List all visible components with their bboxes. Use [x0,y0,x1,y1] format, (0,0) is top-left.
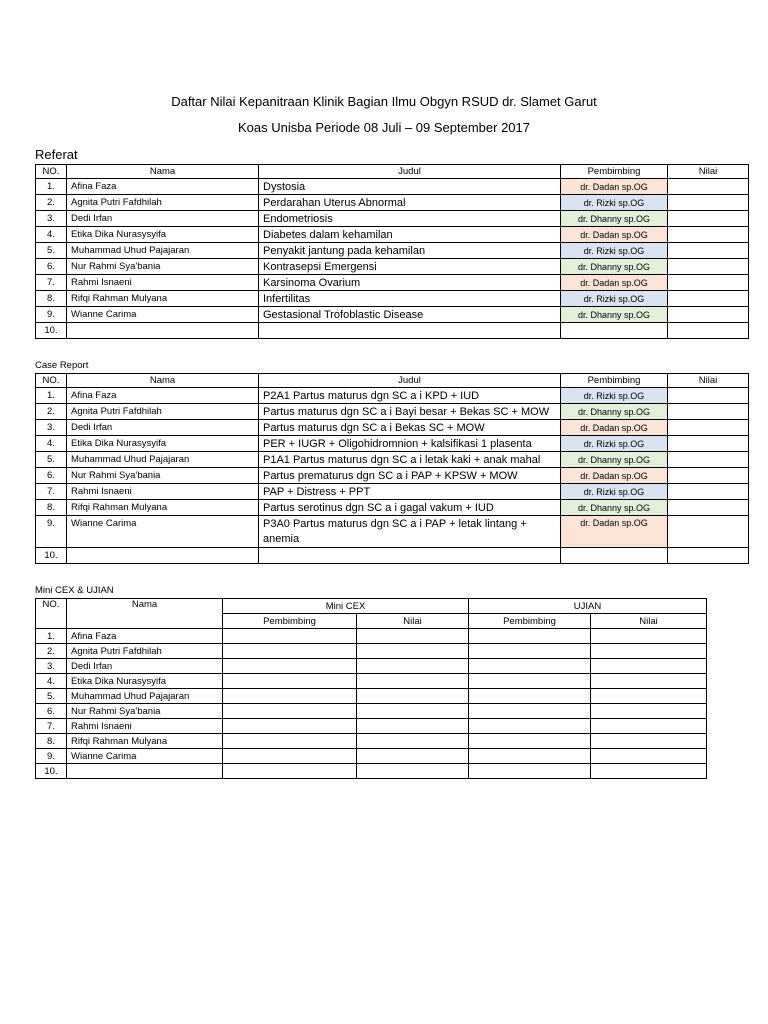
row-number: 3. [36,659,67,674]
row-number: 5. [36,452,67,468]
case-report-row [36,548,749,564]
row-number: 5. [36,243,67,259]
pembimbing-cell: dr. Rizki sp.OG [561,243,668,259]
nilai-cell [668,195,749,211]
mini-cex-pembimbing-cell [223,749,357,764]
mini-cex-pembimbing-cell [223,764,357,779]
col-header-nilai: Nilai [668,374,749,388]
document-subtitle: Koas Unisba Periode 08 Juli – 09 September 2017 [238,120,530,135]
referat-row [36,195,749,211]
row-number: 7. [36,719,67,734]
ujian-pembimbing-cell [469,659,591,674]
judul-cell: Diabetes dalam kehamilan [259,227,561,243]
nilai-cell [668,436,749,452]
mini-cex-row [36,659,707,674]
judul-cell: P3A0 Partus maturus dgn SC a i PAP + letak lintang + anemia [259,516,561,548]
col-header-nama: Nama [67,599,223,629]
judul-cell: Endometriosis [259,211,561,227]
nilai-cell [668,179,749,195]
row-number: 2. [36,195,67,211]
judul-cell: P2A1 Partus maturus dgn SC a i KPD + IUD [259,388,561,404]
mini-cex-nilai-cell [357,704,469,719]
case-report-row [36,452,749,468]
case-report-header-row [36,374,749,388]
student-name: Nur Rahmi Sya'bania [67,259,259,275]
student-name: Wianne Carima [67,749,223,764]
row-number: 6. [36,704,67,719]
judul-cell: Gestasional Trofoblastic Disease [259,307,561,323]
pembimbing-cell: dr. Dhanny sp.OG [561,452,668,468]
student-name: Wianne Carima [67,516,259,548]
mini-cex-pembimbing-cell [223,629,357,644]
student-name [67,548,259,564]
col-header-nilai: Nilai [668,165,749,179]
student-name: Rahmi Isnaeni [67,484,259,500]
nilai-cell [668,404,749,420]
student-name: Afina Faza [67,179,259,195]
student-name: Afina Faza [67,629,223,644]
mini-cex-pembimbing-cell [223,719,357,734]
mini-cex-row [36,764,707,779]
student-name: Wianne Carima [67,307,259,323]
mini-cex-nilai-cell [357,749,469,764]
student-name: Agnita Putri Fafdhilah [67,644,223,659]
pembimbing-cell: dr. Dadan sp.OG [561,275,668,291]
case-report-table [35,373,749,564]
pembimbing-cell: dr. Rizki sp.OG [561,484,668,500]
row-number: 10. [36,548,67,564]
case-report-row [36,468,749,484]
nilai-cell [668,243,749,259]
mini-cex-pembimbing-cell [223,659,357,674]
student-name [67,323,259,339]
col-header-judul: Judul [259,165,561,179]
student-name: Dedi Irfan [67,659,223,674]
mini-cex-pembimbing-cell [223,734,357,749]
nilai-cell [668,291,749,307]
mini-cex-nilai-cell [357,644,469,659]
pembimbing-cell: dr. Dadan sp.OG [561,227,668,243]
col-header-no: NO. [36,374,67,388]
nilai-cell [668,500,749,516]
judul-cell: Karsinoma Ovarium [259,275,561,291]
mini-cex-pembimbing-cell [223,689,357,704]
col-header-no: NO. [36,599,67,629]
judul-cell: PER + IUGR + Oligohidromnion + kalsifikasi 1 plasenta [259,436,561,452]
col-header-judul: Judul [259,374,561,388]
row-number: 5. [36,689,67,704]
judul-cell: Dystosia [259,179,561,195]
nilai-cell [668,548,749,564]
ujian-pembimbing-cell [469,629,591,644]
nilai-cell [668,307,749,323]
nilai-cell [668,227,749,243]
student-name: Etika Dika Nurasysyifa [67,436,259,452]
judul-cell: Partus prematurus dgn SC a i PAP + KPSW + MOW [259,468,561,484]
pembimbing-cell: dr. Dadan sp.OG [561,179,668,195]
judul-cell: Perdarahan Uterus Abnormal [259,195,561,211]
row-number: 10. [36,323,67,339]
sub-header-ujian-pembimbing: Pembimbing [469,614,591,629]
nilai-cell [668,420,749,436]
student-name: Agnita Putri Fafdhilah [67,195,259,211]
sub-header-ujian-nilai: Nilai [591,614,707,629]
nilai-cell [668,452,749,468]
mini-cex-row [36,704,707,719]
student-name [67,764,223,779]
document-title: Daftar Nilai Kepanitraan Klinik Bagian Ilmu Obgyn RSUD dr. Slamet Garut [171,94,597,109]
referat-table [35,164,749,339]
ujian-pembimbing-cell [469,749,591,764]
ujian-pembimbing-cell [469,689,591,704]
ujian-nilai-cell [591,734,707,749]
pembimbing-cell: dr. Dhanny sp.OG [561,404,668,420]
pembimbing-cell: dr. Dadan sp.OG [561,468,668,484]
row-number: 4. [36,436,67,452]
row-number: 8. [36,734,67,749]
referat-row [36,291,749,307]
row-number: 6. [36,468,67,484]
student-name: Muhammad Uhud Pajajaran [67,452,259,468]
ujian-nilai-cell [591,719,707,734]
pembimbing-cell: dr. Dhanny sp.OG [561,211,668,227]
referat-row [36,323,749,339]
case-report-row [36,436,749,452]
judul-cell: Penyakit jantung pada kehamilan [259,243,561,259]
student-name: Rifqi Rahman Mulyana [67,500,259,516]
case-report-row [36,388,749,404]
row-number: 8. [36,291,67,307]
sub-header-mini-cex-nilai: Nilai [357,614,469,629]
judul-cell: Kontrasepsi Emergensi [259,259,561,275]
pembimbing-cell: dr. Dadan sp.OG [561,420,668,436]
student-name: Nur Rahmi Sya'bania [67,468,259,484]
mini-cex-row [36,674,707,689]
referat-row [36,243,749,259]
ujian-pembimbing-cell [469,764,591,779]
judul-cell: Partus maturus dgn SC a i Bayi besar + Bekas SC + MOW [259,404,561,420]
pembimbing-cell: dr. Dhanny sp.OG [561,500,668,516]
mini-cex-table [35,598,707,779]
mini-cex-nilai-cell [357,674,469,689]
student-name: Dedi Irfan [67,211,259,227]
referat-row [36,275,749,291]
mini-cex-nilai-cell [357,764,469,779]
ujian-nilai-cell [591,689,707,704]
pembimbing-cell: dr. Rizki sp.OG [561,436,668,452]
ujian-pembimbing-cell [469,644,591,659]
row-number: 9. [36,307,67,323]
case-report-row [36,500,749,516]
ujian-nilai-cell [591,674,707,689]
col-header-no: NO. [36,165,67,179]
row-number: 6. [36,259,67,275]
row-number: 2. [36,644,67,659]
mini-cex-nilai-cell [357,719,469,734]
mini-cex-heading: Mini CEX & UJIAN [35,585,114,596]
row-number: 1. [36,388,67,404]
mini-cex-row [36,644,707,659]
referat-row [36,307,749,323]
ujian-nilai-cell [591,629,707,644]
student-name: Nur Rahmi Sya'bania [67,704,223,719]
mini-cex-nilai-cell [357,659,469,674]
ujian-nilai-cell [591,764,707,779]
nilai-cell [668,516,749,548]
col-header-nama: Nama [67,374,259,388]
row-number: 9. [36,749,67,764]
group-header-mini-cex: Mini CEX [223,599,469,614]
nilai-cell [668,259,749,275]
student-name: Muhammad Uhud Pajajaran [67,243,259,259]
col-header-pembimbing: Pembimbing [561,374,668,388]
col-header-nama: Nama [67,165,259,179]
col-header-pembimbing: Pembimbing [561,165,668,179]
mini-cex-pembimbing-cell [223,674,357,689]
ujian-pembimbing-cell [469,674,591,689]
case-report-row [36,484,749,500]
nilai-cell [668,323,749,339]
row-number: 1. [36,629,67,644]
row-number: 2. [36,404,67,420]
student-name: Rifqi Rahman Mulyana [67,734,223,749]
referat-row [36,179,749,195]
row-number: 8. [36,500,67,516]
mini-cex-row [36,689,707,704]
mini-cex-nilai-cell [357,734,469,749]
row-number: 7. [36,275,67,291]
mini-cex-pembimbing-cell [223,644,357,659]
referat-row [36,211,749,227]
row-number: 4. [36,227,67,243]
student-name: Dedi Irfan [67,420,259,436]
nilai-cell [668,468,749,484]
sub-header-mini-cex-pembimbing: Pembimbing [223,614,357,629]
ujian-nilai-cell [591,644,707,659]
mini-cex-pembimbing-cell [223,704,357,719]
mini-cex-header-row-1 [36,599,707,614]
ujian-pembimbing-cell [469,704,591,719]
mini-cex-row [36,719,707,734]
pembimbing-cell: dr. Dhanny sp.OG [561,259,668,275]
mini-cex-row [36,749,707,764]
student-name: Agnita Putri Fafdhilah [67,404,259,420]
pembimbing-cell [561,323,668,339]
student-name: Rifqi Rahman Mulyana [67,291,259,307]
student-name: Etika Dika Nurasysyifa [67,674,223,689]
ujian-pembimbing-cell [469,719,591,734]
student-name: Afina Faza [67,388,259,404]
row-number: 3. [36,211,67,227]
row-number: 3. [36,420,67,436]
ujian-nilai-cell [591,659,707,674]
judul-cell: Partus serotinus dgn SC a i gagal vakum + IUD [259,500,561,516]
ujian-nilai-cell [591,704,707,719]
nilai-cell [668,211,749,227]
referat-row [36,227,749,243]
judul-cell [259,548,561,564]
referat-row [36,259,749,275]
mini-cex-row [36,629,707,644]
row-number: 1. [36,179,67,195]
judul-cell [259,323,561,339]
row-number: 7. [36,484,67,500]
judul-cell: Infertilitas [259,291,561,307]
ujian-nilai-cell [591,749,707,764]
pembimbing-cell: dr. Dadan sp.OG [561,516,668,548]
judul-cell: PAP + Distress + PPT [259,484,561,500]
mini-cex-nilai-cell [357,689,469,704]
row-number: 9. [36,516,67,548]
judul-cell: Partus maturus dgn SC a i Bekas SC + MOW [259,420,561,436]
pembimbing-cell [561,548,668,564]
mini-cex-nilai-cell [357,629,469,644]
mini-cex-row [36,734,707,749]
pembimbing-cell: dr. Dhanny sp.OG [561,307,668,323]
nilai-cell [668,484,749,500]
row-number: 10. [36,764,67,779]
nilai-cell [668,275,749,291]
referat-heading: Referat [35,147,78,162]
ujian-pembimbing-cell [469,734,591,749]
student-name: Rahmi Isnaeni [67,719,223,734]
pembimbing-cell: dr. Rizki sp.OG [561,195,668,211]
referat-header-row [36,165,749,179]
pembimbing-cell: dr. Rizki sp.OG [561,291,668,307]
student-name: Rahmi Isnaeni [67,275,259,291]
pembimbing-cell: dr. Rizki sp.OG [561,388,668,404]
case-report-heading: Case Report [35,360,89,371]
row-number: 4. [36,674,67,689]
case-report-row [36,404,749,420]
judul-cell: P1A1 Partus maturus dgn SC a i letak kaki + anak mahal [259,452,561,468]
group-header-ujian: UJIAN [469,599,707,614]
case-report-row [36,516,749,548]
student-name: Muhammad Uhud Pajajaran [67,689,223,704]
case-report-row [36,420,749,436]
nilai-cell [668,388,749,404]
student-name: Etika Dika Nurasysyifa [67,227,259,243]
